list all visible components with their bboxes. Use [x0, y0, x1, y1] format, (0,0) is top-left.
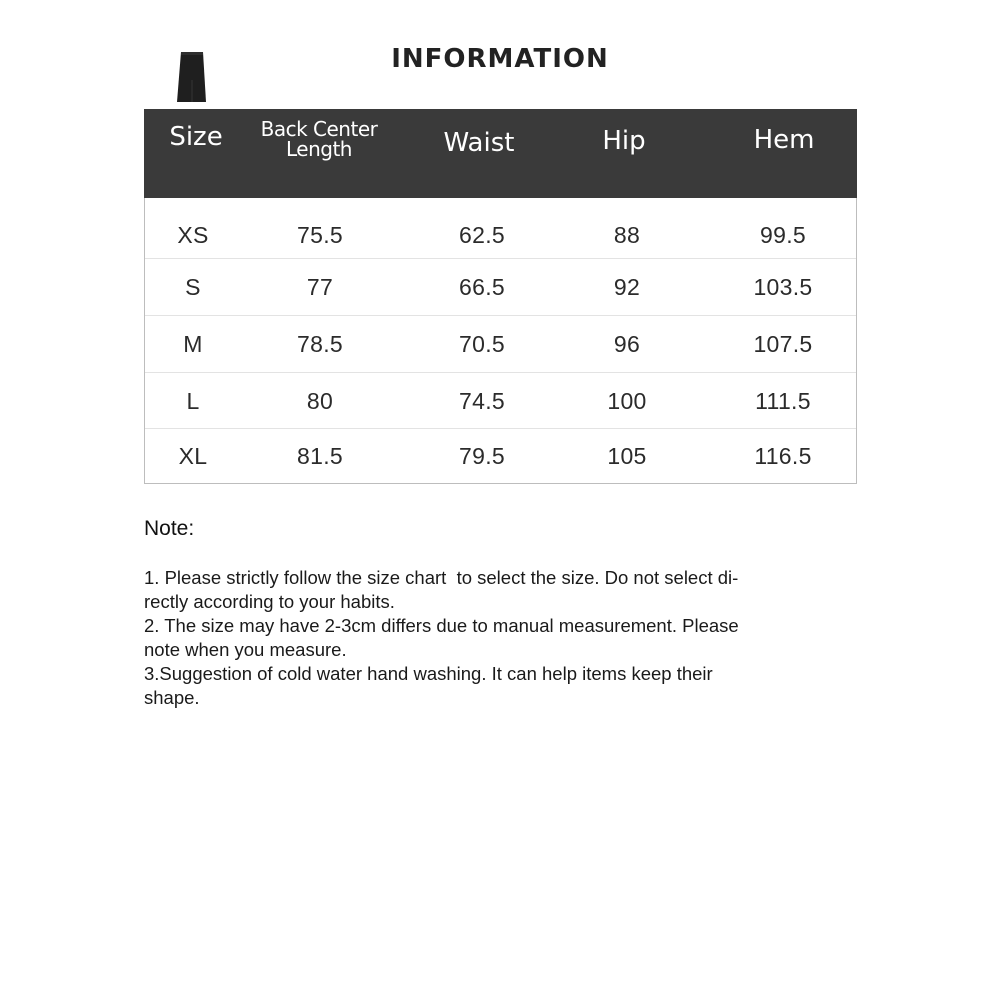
cell-back-center-length: 81.5: [297, 443, 343, 469]
cell-size: XL: [178, 443, 208, 469]
table-header: [144, 109, 857, 198]
page-title: INFORMATION: [391, 44, 609, 74]
header-back-center-line1: Back Center: [260, 117, 378, 141]
cell-hem: 111.5: [755, 387, 811, 414]
note-line: rectly according to your habits.: [144, 591, 395, 612]
cell-back-center-length: 78.5: [297, 331, 343, 357]
cell-hem: 107.5: [753, 331, 813, 357]
cell-size: M: [183, 331, 203, 357]
table-row: [145, 258, 856, 316]
cell-hip: 92: [613, 274, 641, 300]
cell-waist: 70.5: [459, 331, 505, 357]
cell-back-center-length: 77: [306, 274, 334, 300]
cell-hem: 103.5: [753, 274, 813, 300]
note-line: 1. Please strictly follow the size chart to select the size. Do not select di-: [144, 567, 739, 588]
cell-hem: 116.5: [754, 443, 812, 469]
cell-hip: 100: [607, 387, 647, 414]
table-row: [145, 428, 856, 484]
cell-size: L: [186, 387, 200, 414]
size-chart-table: [144, 109, 857, 484]
header-waist: Waist: [443, 128, 515, 158]
cell-waist: 62.5: [459, 221, 505, 248]
cell-back-center-length: 80: [306, 387, 334, 414]
note-line: note when you measure.: [144, 639, 347, 660]
cell-back-center-length: 75.5: [297, 221, 343, 248]
header-back-center-length: [244, 119, 394, 159]
note-line: 2. The size may have 2-3cm differs due to manual measurement. Please: [144, 615, 739, 636]
header-hip: Hip: [602, 126, 646, 156]
cell-hip: 105: [607, 443, 647, 469]
cell-waist: 66.5: [459, 274, 505, 300]
table-row: [145, 315, 856, 373]
note-title: Note:: [144, 517, 195, 540]
header-size: Size: [169, 122, 223, 152]
note-text: [144, 566, 844, 710]
table-row: [145, 372, 856, 429]
cell-waist: 74.5: [459, 387, 505, 414]
note-line: 3.Suggestion of cold water hand washing. It can help items keep their: [144, 663, 713, 684]
cell-hem: 99.5: [760, 221, 806, 248]
header-back-center-line2: Length: [286, 137, 352, 161]
cell-size: XS: [177, 221, 209, 248]
table-row: [145, 212, 856, 258]
header-hem: Hem: [753, 125, 815, 155]
cell-hip: 88: [613, 221, 641, 248]
cell-waist: 79.5: [459, 443, 505, 469]
cell-hip: 96: [613, 331, 641, 357]
note-line: shape.: [144, 687, 200, 708]
cell-size: S: [185, 274, 201, 300]
